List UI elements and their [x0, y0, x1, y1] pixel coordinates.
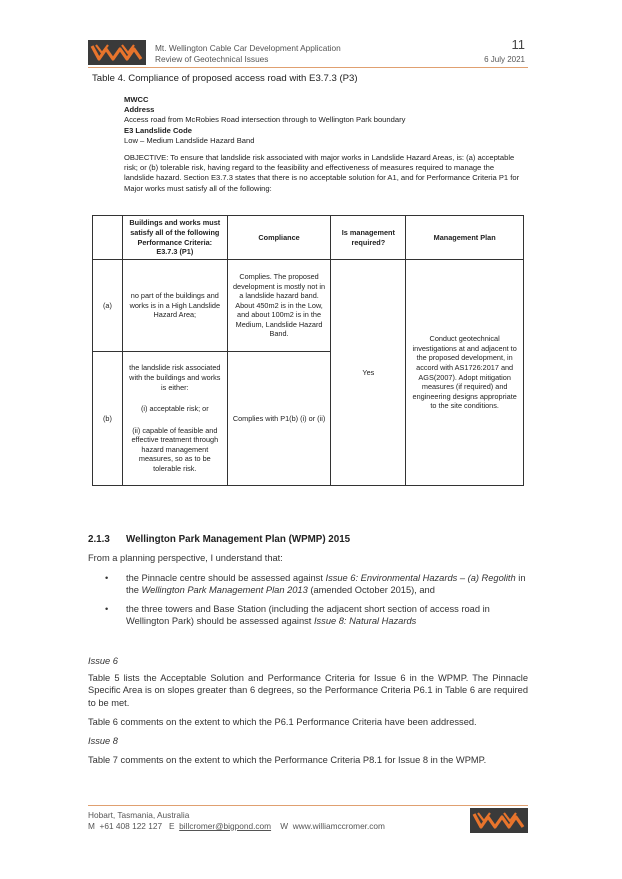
header-title-line1: Mt. Wellington Cable Car Development Application [155, 43, 341, 53]
table-caption: Table 4. Compliance of proposed access road with E3.7.3 (P3) [92, 73, 358, 84]
phone-number: +61 408 122 127 [99, 821, 163, 831]
company-logo [88, 40, 146, 65]
row-b-label: (b) [93, 352, 123, 486]
compliance-table [92, 215, 524, 486]
section-heading [88, 534, 350, 545]
objective-text: OBJECTIVE: To ensure that landslide risk associated with major works in Landslide Hazard Areas, is: (a) acceptable risk; or (b) tolerable risk, having regard to the feasibility and effectiveness of measures required to manage the landslide hazard. Section E3.7.3 states that there is no acceptable solution for A1, and for Performance Criteria P1 for Major works must satisfy all of the following: [124, 153, 520, 193]
bullet-list [88, 572, 528, 634]
issue8-heading: Issue 8 [88, 736, 118, 746]
row-b-criteria-i: (i) acceptable risk; or [140, 404, 209, 414]
web-address: www.williamccromer.com [292, 821, 385, 831]
row-b-criteria-intro: the landslide risk associated with the buildings and works is either: [129, 363, 221, 392]
table-header-row [93, 216, 524, 260]
logo-mark-icon [88, 40, 146, 65]
header-blank-cell [93, 216, 123, 260]
row-a-label: (a) [93, 260, 123, 352]
row-b-criteria-ii: (ii) capable of feasible and effective treatment through hazard management measures, so as to be tolerable risk. [131, 425, 219, 474]
email-link[interactable]: billcromer@bigpond.com [179, 821, 272, 831]
issue6-paragraph-2: Table 6 comments on the extent to which the P6.1 Performance Criteria have been addressed. [88, 717, 477, 727]
row-b-criteria [122, 352, 227, 486]
footer-logo [470, 808, 528, 833]
address-label: Address [124, 105, 155, 115]
header-management-plan: Management Plan [406, 216, 524, 260]
footer-divider [88, 805, 528, 806]
phone-label: M [88, 821, 95, 831]
section-number: 2.1.3 [88, 534, 110, 545]
management-plan-cell: Conduct geotechnical investigations at and adjacent to the proposed development, in accord with AS1726:2017 and AGS(2007). Adopt mitigation measures (if required) and engineering designs appropriate to the site conditions. [406, 260, 524, 486]
header-date: 6 July 2021 [484, 55, 525, 64]
section-title: Wellington Park Management Plan (WPMP) 2015 [126, 534, 351, 545]
management-required-cell: Yes [331, 260, 406, 486]
page-number: 11 [511, 37, 525, 52]
footer-contact [88, 821, 385, 831]
code-label: E3 Landslide Code [124, 125, 192, 135]
row-a-compliance: Complies. The proposed development is mostly not in a landslide hazard band. About 450m2 is in the Low, and about 100m2 is in the Medium, Landslide Hazard Band. [227, 260, 331, 352]
header-title-line2: Review of Geotechnical Issues [155, 53, 269, 64]
logo-mark-icon [470, 808, 528, 833]
row-b-compliance: Complies with P1(b) (i) or (ii) [227, 352, 331, 486]
org-name: MWCC [124, 95, 149, 104]
header-divider [88, 67, 528, 68]
list-item: • the Pinnacle centre should be assessed against Issue 6: Environmental Hazards – (a) Regolith in the Wellington Park Management Plan 2013 (amended October 2015), and [105, 573, 526, 596]
address-value: Access road from McRobies Road intersection through to Wellington Park boundary [124, 115, 406, 125]
header-management-required: Is management required? [331, 216, 406, 260]
issue6-paragraph-1: Table 5 lists the Acceptable Solution and Performance Criteria for Issue 6 in the WPMP. The Pinnacle Specific Area is on slopes greater than 6 degrees, so the Performance Criteria P6.1 in Table 6 are required to be met. [88, 673, 528, 708]
list-item: • the three towers and Base Station (including the adjacent short section of access road in Wellington Park) should be assessed against Issue 8: Natural Hazards [105, 603, 490, 627]
code-value: Low – Medium Landslide Hazard Band [124, 135, 255, 145]
issue8-paragraph: Table 7 comments on the extent to which the Performance Criteria P8.1 for Issue 8 in the WPMP. [88, 755, 487, 765]
site-info-block [124, 95, 524, 194]
section-intro: From a planning perspective, I understand that: [88, 553, 283, 563]
bullet-icon: • [105, 603, 109, 614]
bullet-icon: • [105, 573, 109, 583]
web-label: W [280, 821, 289, 831]
row-a-criteria: no part of the buildings and works is in a High Landslide Hazard Area; [122, 260, 227, 352]
email-label: E [169, 821, 175, 831]
header-compliance: Compliance [227, 216, 331, 260]
header-title [155, 43, 341, 64]
footer-location: Hobart, Tasmania, Australia [88, 810, 190, 820]
header-criteria: Buildings and works must satisfy all of the following Performance Criteria: E3.7.3 (P1) [122, 216, 227, 260]
table-row-a [93, 260, 524, 352]
issue6-heading: Issue 6 [88, 656, 118, 666]
